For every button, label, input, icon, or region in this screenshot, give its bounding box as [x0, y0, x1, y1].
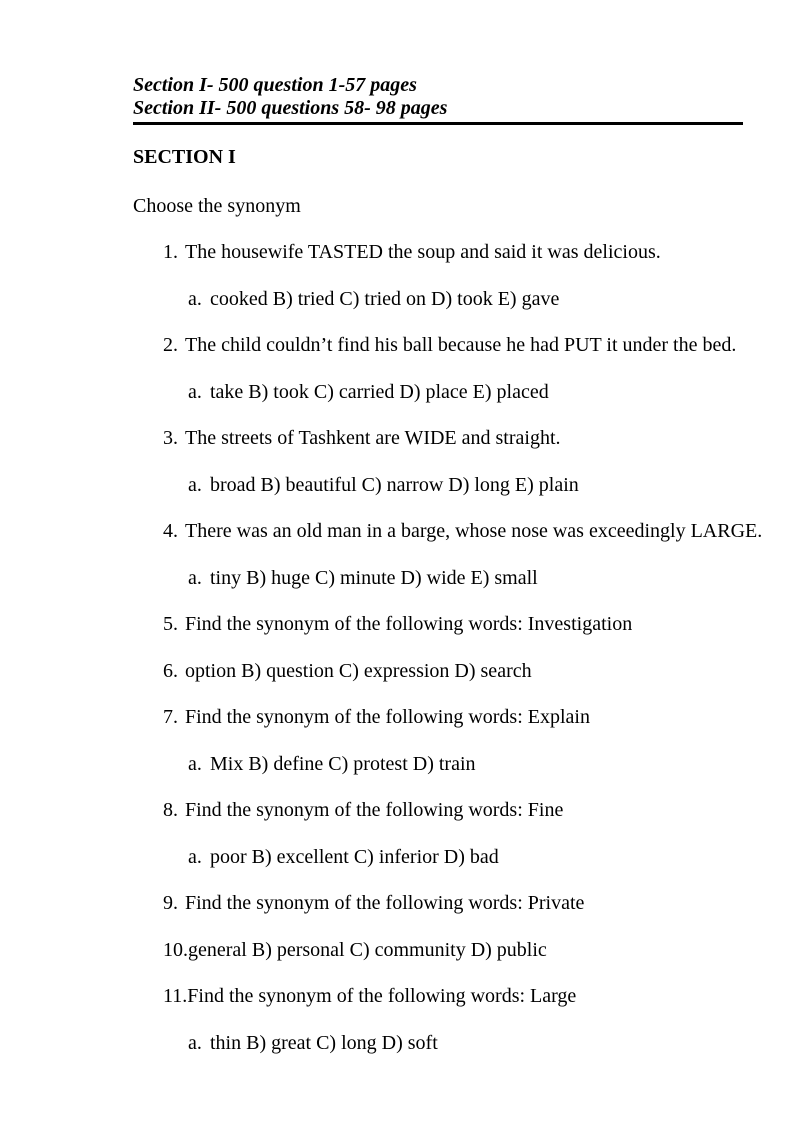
question-row	[133, 799, 800, 822]
list-marker: a.	[188, 845, 202, 868]
option-text: thin B) great C) long D) soft	[210, 1031, 438, 1054]
option-text: broad B) beautiful C) narrow D) long E) plain	[210, 473, 579, 496]
list-marker: 5.	[163, 613, 178, 635]
question-text: Find the synonym of the following words: Private	[185, 892, 585, 914]
question-text: Find the synonym of the following words: Fine	[185, 799, 564, 821]
list-marker: 4.	[163, 520, 178, 542]
list-marker: 9.	[163, 892, 178, 914]
question-row	[133, 427, 800, 450]
list-marker: a.	[188, 473, 202, 496]
question-text: The housewife TASTED the soup and said it was delicious.	[185, 241, 661, 263]
question-row	[133, 660, 800, 683]
question-text: option B) question C) expression D) search	[185, 659, 532, 682]
question-row	[133, 706, 800, 729]
list-marker: 3.	[163, 427, 178, 449]
question-text: Find the synonym of the following words: Explain	[185, 706, 590, 728]
option-text: cooked B) tried C) tried on D) took E) gave	[210, 287, 560, 310]
question-text: The streets of Tashkent are WIDE and straight.	[185, 427, 561, 449]
question-text: The child couldn’t find his ball because he had PUT it under the bed.	[185, 334, 737, 356]
question-row	[133, 241, 800, 264]
question-text: Find the synonym of the following words: Large	[187, 985, 577, 1007]
option-text: poor B) excellent C) inferior D) bad	[210, 845, 499, 868]
question-text: There was an old man in a barge, whose nose was exceedingly LARGE.	[185, 520, 763, 542]
question-text: general B) personal C) community D) public	[188, 938, 547, 961]
list-marker: 7.	[163, 706, 178, 728]
list-marker: 2.	[163, 334, 178, 356]
question-text: Find the synonym of the following words: Investigation	[185, 613, 633, 635]
document-header	[133, 74, 743, 125]
option-text: Mix B) define C) protest D) train	[210, 752, 476, 775]
instruction-text: Choose the synonym	[133, 195, 301, 217]
option-row	[133, 846, 800, 869]
section-title: SECTION I	[133, 146, 236, 168]
list-marker: 11.	[163, 985, 188, 1007]
option-row	[133, 474, 800, 497]
option-row	[133, 567, 800, 590]
list-marker: 1.	[163, 241, 178, 263]
list-marker: 6.	[163, 659, 178, 682]
list-marker: a.	[188, 1031, 202, 1054]
question-row	[133, 520, 800, 543]
option-row	[133, 1032, 800, 1055]
option-text: take B) took C) carried D) place E) placed	[210, 380, 549, 403]
header-line-1: Section I- 500 question 1-57 pages	[133, 74, 417, 96]
list-marker: a.	[188, 287, 202, 310]
header-line-2: Section II- 500 questions 58- 98 pages	[133, 97, 448, 119]
question-row	[133, 892, 800, 915]
option-row	[133, 753, 800, 776]
option-text: tiny B) huge C) minute D) wide E) small	[210, 566, 538, 589]
option-row	[133, 381, 800, 404]
list-marker: 10.	[163, 938, 188, 961]
list-marker: a.	[188, 380, 202, 403]
list-marker: a.	[188, 566, 202, 589]
question-row	[133, 939, 800, 962]
question-row	[133, 985, 800, 1008]
question-row	[133, 334, 800, 357]
question-row	[133, 613, 800, 636]
list-marker: 8.	[163, 799, 178, 821]
list-marker: a.	[188, 752, 202, 775]
question-list	[133, 241, 800, 1055]
option-row	[133, 288, 800, 311]
